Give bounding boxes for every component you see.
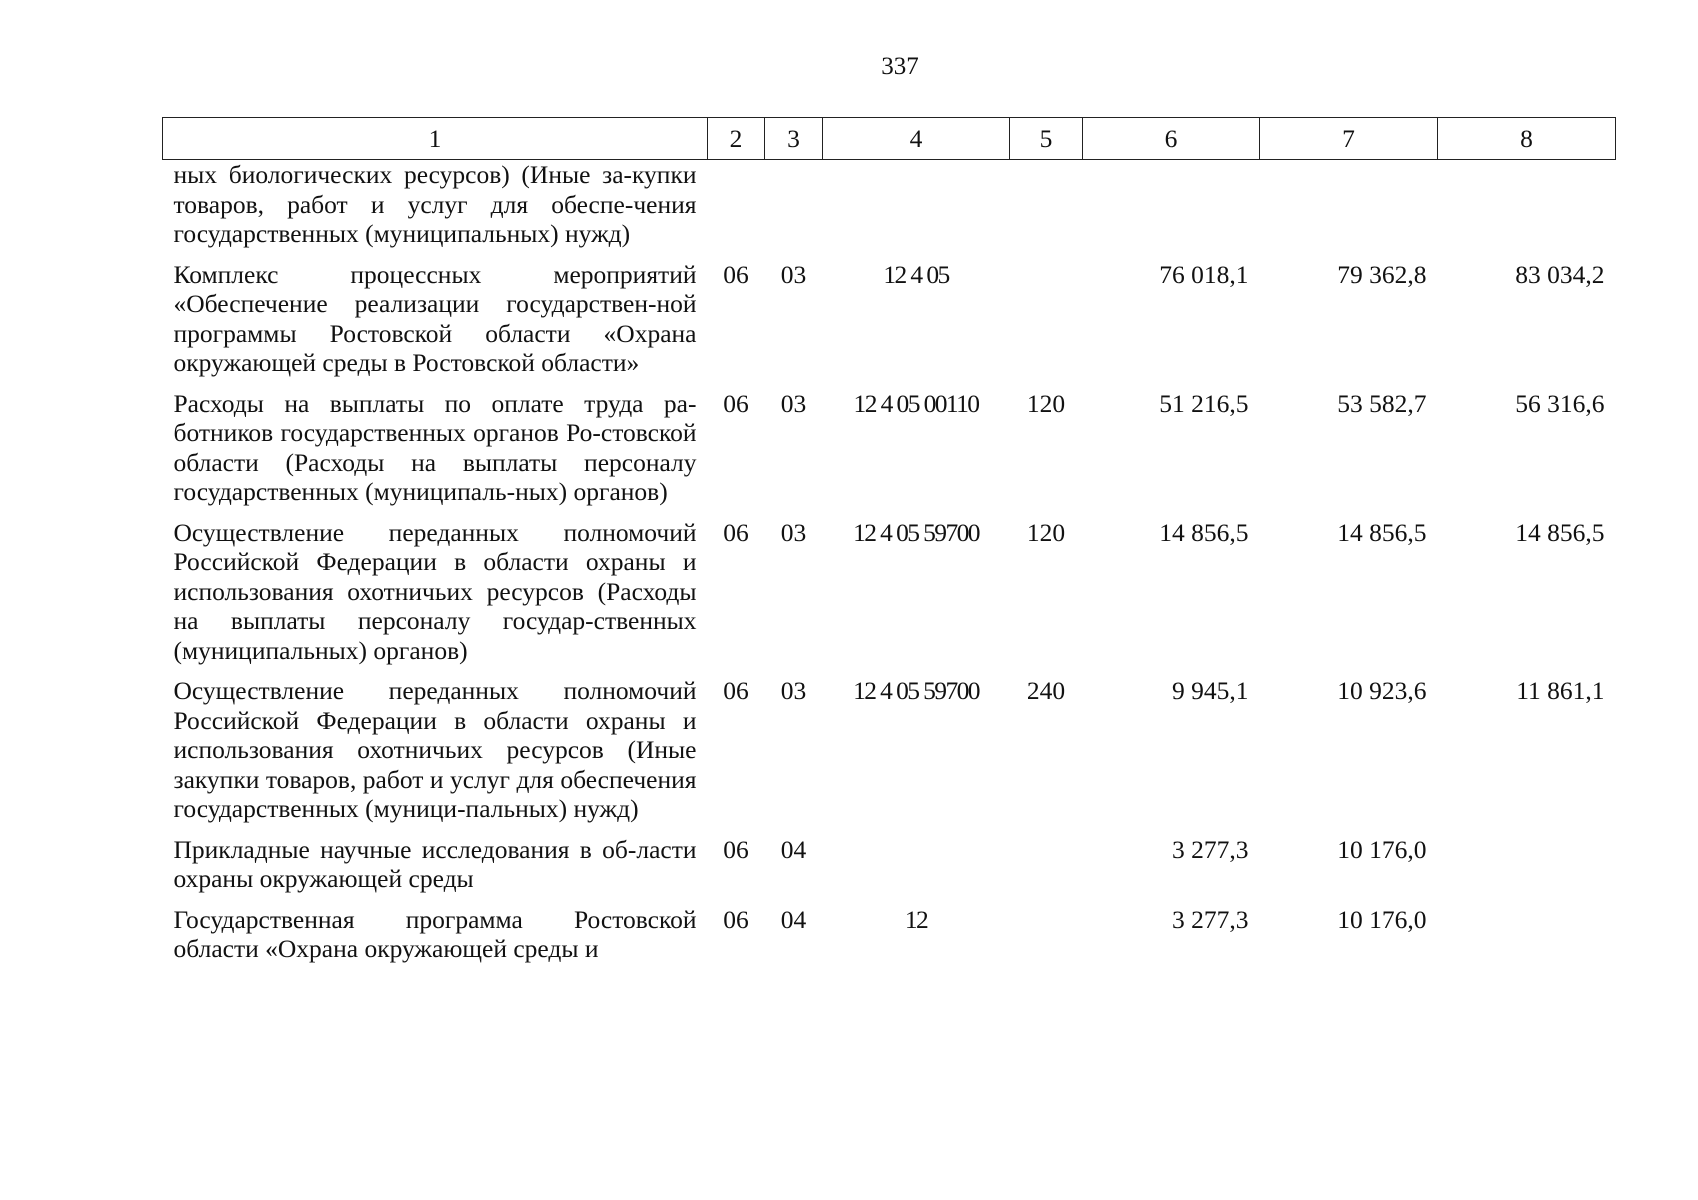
row-subsection: 03: [780, 517, 807, 547]
row-amount-col8: [1438, 905, 1616, 975]
row-amount-col7: 10 923,6: [1337, 676, 1427, 705]
row-amount-col8: [1438, 835, 1616, 905]
row-amount-col6: [1083, 160, 1260, 260]
row-section: 06: [723, 517, 749, 547]
row-expense-type: 120: [1026, 388, 1066, 418]
row-amount-col8: 83 034,2: [1515, 259, 1605, 289]
row-section: [708, 160, 765, 260]
row-amount-col6: 76 018,1: [1159, 259, 1249, 289]
table-header: [163, 118, 1616, 160]
row-section: 06: [723, 904, 749, 934]
row-name: Государственная программа Ростовской области «Охрана окружающей среды и: [173, 904, 697, 963]
page-number: 337: [881, 53, 919, 80]
table-body: [163, 160, 1616, 975]
row-amount-col8: 11 861,1: [1516, 676, 1605, 705]
row-expense-type: [1010, 160, 1083, 260]
column-header-8: 8: [1438, 118, 1616, 160]
column-header-2: 2: [708, 118, 765, 160]
row-target-article: 12 4 05 59700: [853, 676, 979, 705]
row-amount-col7: 79 362,8: [1337, 259, 1427, 289]
row-target-article: 12 4 05 59700: [853, 517, 979, 547]
column-header-3: 3: [765, 118, 823, 160]
row-name: Прикладные научные исследования в об-ласти охраны окружающей среды: [173, 834, 697, 893]
row-name: ных биологических ресурсов) (Иные за-купки товаров, работ и услуг для обеспе-чения государственных (муниципальных) нужд): [173, 160, 697, 248]
table-row: [163, 260, 1616, 389]
row-amount-col8: 56 316,6: [1515, 388, 1605, 418]
row-amount-col7: 10 176,0: [1337, 834, 1427, 864]
column-header-6: 6: [1083, 118, 1260, 160]
row-target-article: 12 4 05: [883, 259, 949, 289]
row-amount-col8: 14 856,5: [1515, 517, 1605, 547]
row-subsection: 04: [780, 834, 807, 864]
row-amount-col7: [1260, 160, 1438, 260]
row-subsection: 03: [780, 259, 807, 289]
column-header-4: 4: [823, 118, 1010, 160]
table-row: [163, 835, 1616, 905]
table-row: [163, 518, 1616, 677]
row-amount-col6: 3 277,3: [1172, 834, 1249, 864]
row-section: 06: [723, 388, 749, 418]
row-name: Расходы на выплаты по оплате труда ра-ботников государственных органов Ро-стовской области (Расходы на выплаты персоналу государственных (муниципаль-ных) органов): [173, 388, 697, 506]
row-target-article: 12: [904, 904, 928, 934]
row-name: Комплекс процессных мероприятий «Обеспечение реализации государствен-ной программы Ростовской области «Охрана окружающей среды в Ростовской области»: [173, 259, 697, 377]
table-row: [163, 905, 1616, 975]
row-amount-col6: 9 945,1: [1172, 676, 1249, 705]
row-subsection: [765, 160, 823, 260]
budget-table: [162, 117, 1616, 975]
table-row: [163, 676, 1616, 835]
row-expense-type: [1010, 835, 1083, 905]
row-subsection: 04: [780, 904, 807, 934]
row-amount-col7: 53 582,7: [1337, 388, 1427, 418]
header-row: [163, 118, 1616, 160]
table-row: [163, 160, 1616, 260]
row-expense-type: [1010, 260, 1083, 389]
row-name: Осуществление переданных полномочий Российской Федерации в области охраны и использования охотничьих ресурсов (Расходы на выплаты персоналу государ-ственных (муниципальных) органов): [173, 517, 697, 665]
row-expense-type: 240: [1026, 676, 1066, 705]
row-amount-col6: 51 216,5: [1159, 388, 1249, 418]
row-amount-col8: [1438, 160, 1616, 260]
row-amount-col7: 10 176,0: [1337, 904, 1427, 934]
row-amount-col7: 14 856,5: [1337, 517, 1427, 547]
row-target-article: [823, 835, 1010, 905]
row-subsection: 03: [780, 676, 807, 705]
column-header-5: 5: [1010, 118, 1083, 160]
column-header-1: 1: [163, 118, 708, 160]
row-expense-type: 120: [1026, 517, 1066, 547]
row-amount-col6: 14 856,5: [1159, 517, 1249, 547]
row-section: 06: [723, 259, 749, 289]
row-target-article: 12 4 05 00110: [853, 388, 979, 418]
column-header-7: 7: [1260, 118, 1438, 160]
row-target-article: [823, 160, 1010, 260]
row-section: 06: [723, 834, 749, 864]
row-section: 06: [723, 676, 749, 705]
row-subsection: 03: [780, 388, 807, 418]
row-name: Осуществление переданных полномочий Российской Федерации в области охраны и использования охотничьих ресурсов (Иные закупки товаров, работ и услуг для обеспечения государственных (муници-пальных) нужд): [173, 676, 697, 823]
table-row: [163, 389, 1616, 518]
row-expense-type: [1010, 905, 1083, 975]
row-amount-col6: 3 277,3: [1172, 904, 1249, 934]
